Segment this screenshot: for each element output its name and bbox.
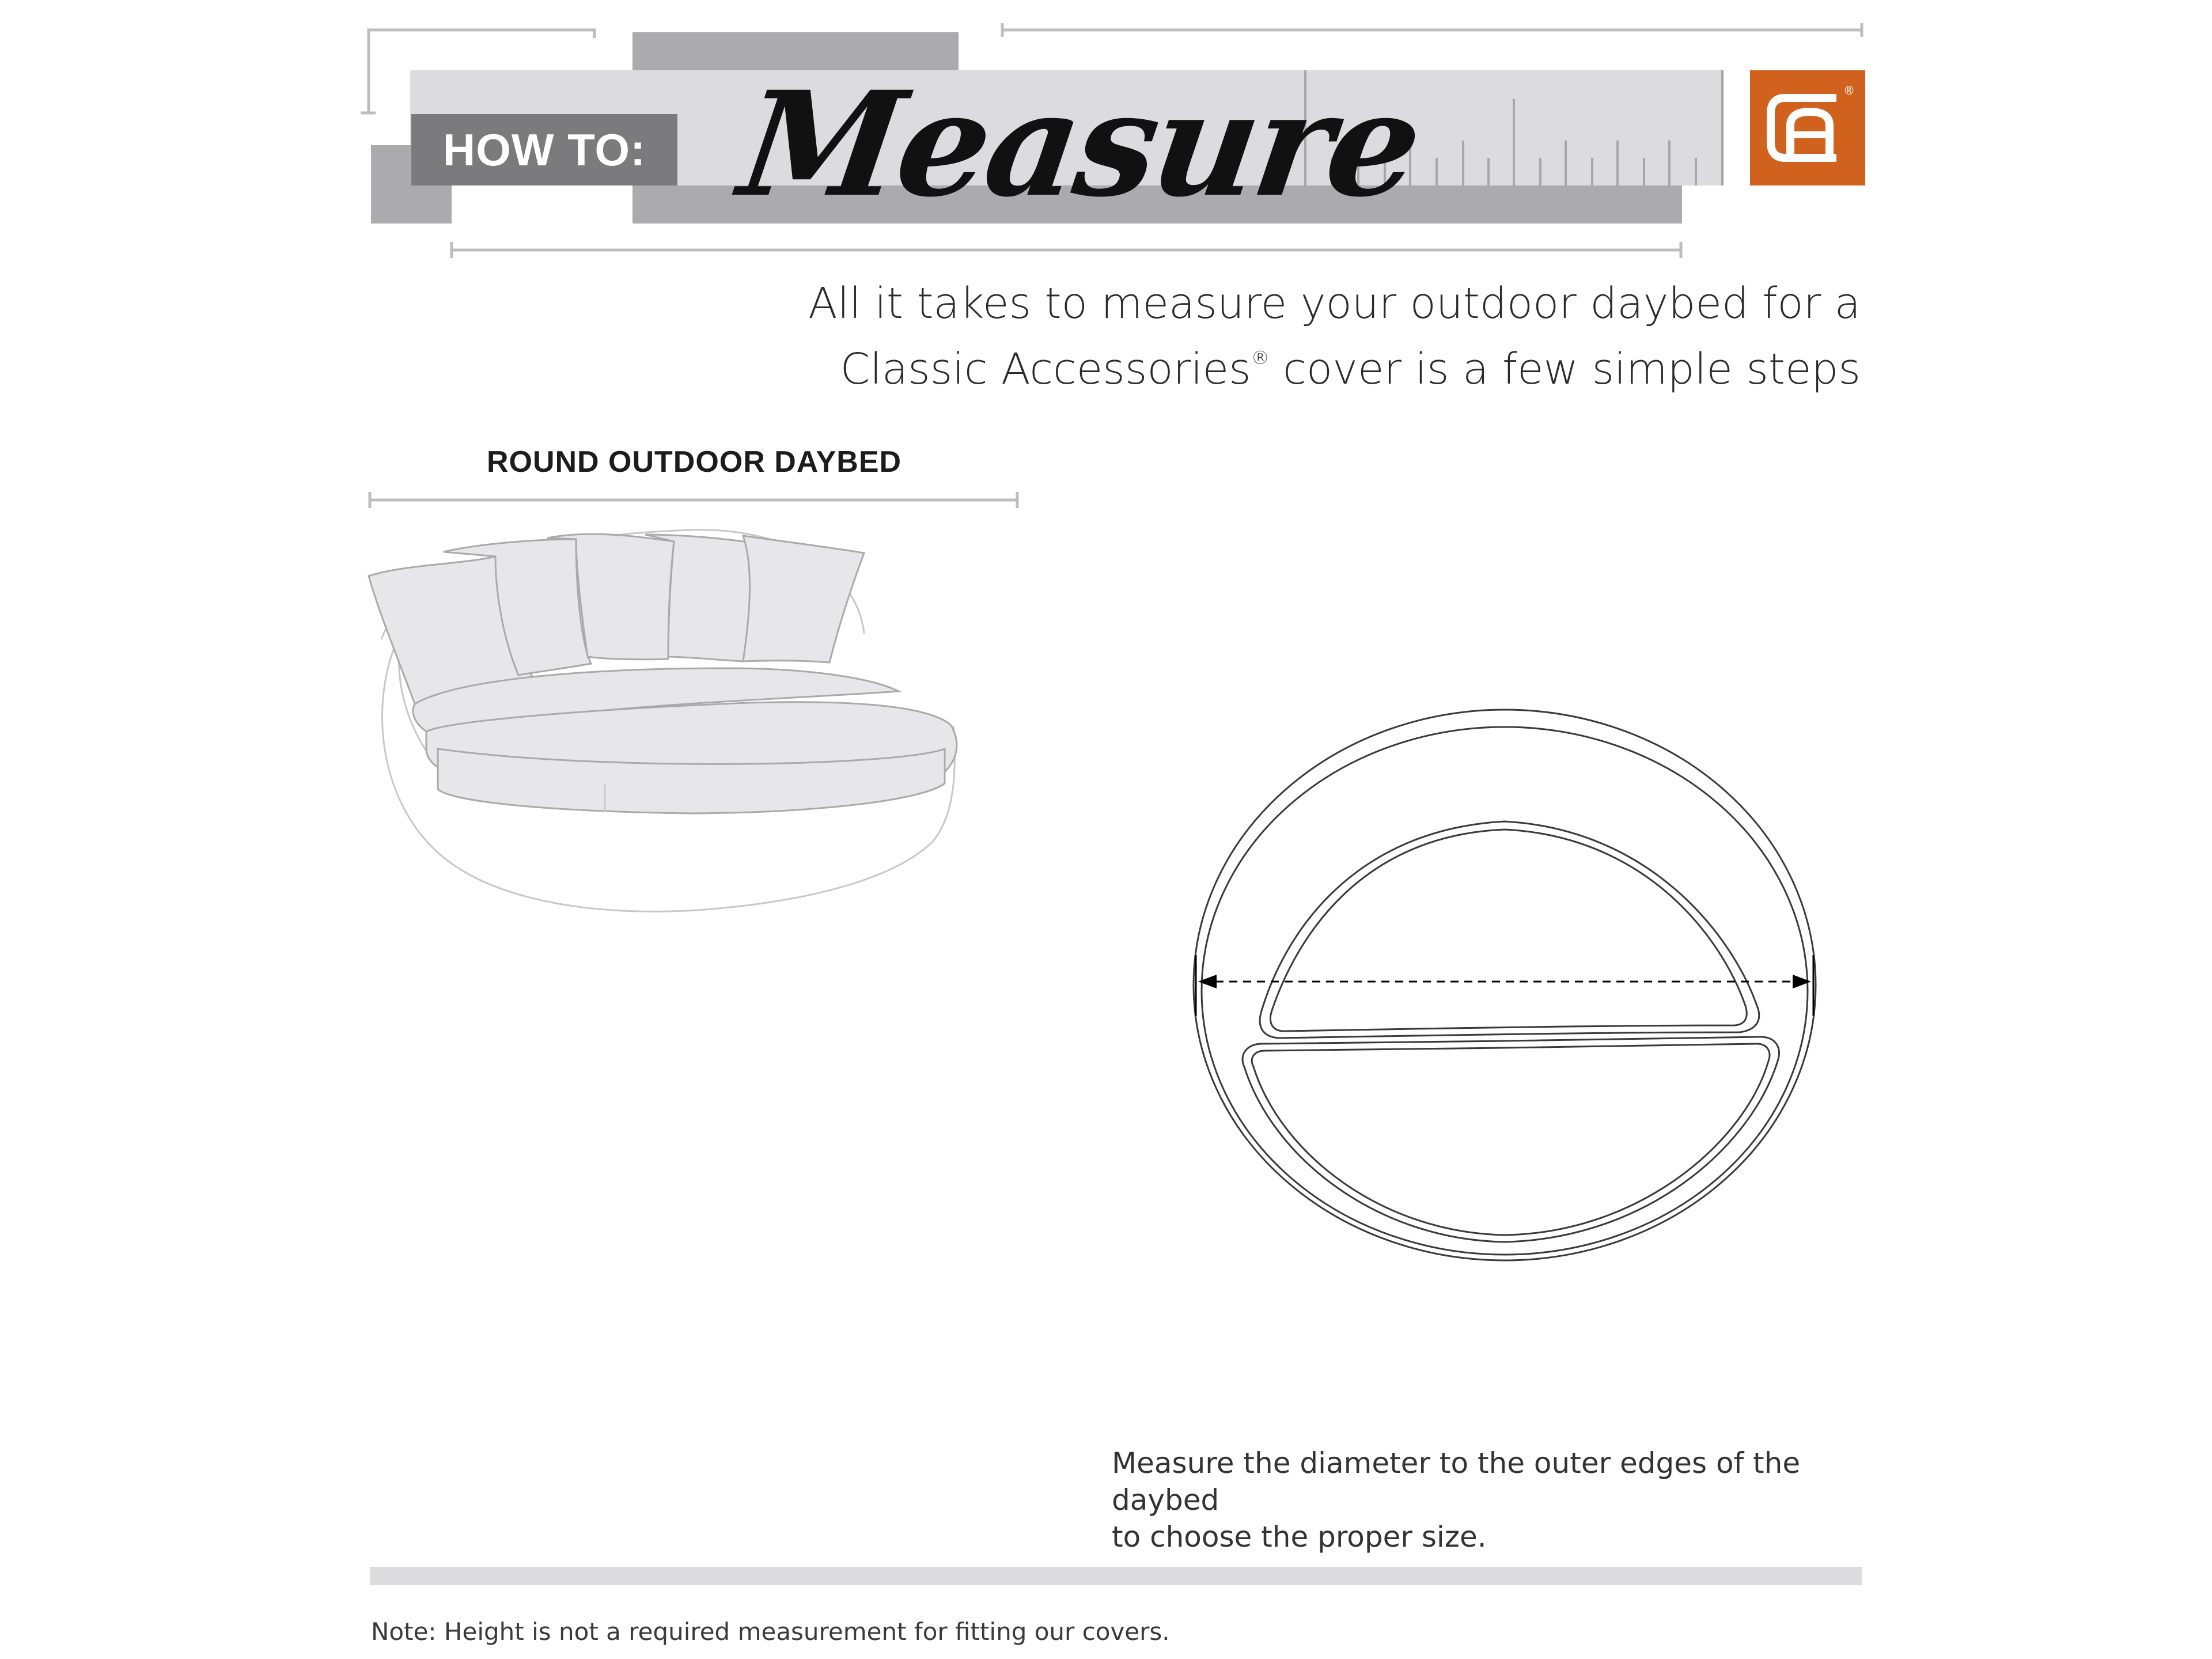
width-bracket <box>370 492 1017 508</box>
registered-mark: ® <box>1251 347 1270 369</box>
daybed-perspective-illustration <box>369 530 957 912</box>
instruction-line-2: to choose the proper size. <box>1112 1520 1487 1554</box>
brand-name: Classic Accessories <box>840 344 1251 394</box>
footer-note: Note: Height is not a required measurement for fitting our covers. <box>371 1618 1170 1646</box>
daybed-top-view-diagram <box>1194 710 1816 1260</box>
classic-accessories-logo-icon <box>1750 70 1865 185</box>
footer-divider <box>370 1567 1862 1585</box>
page-title: Measure <box>731 59 1429 229</box>
intro-line-1: All it takes to measure your outdoor daybed for a <box>808 279 1861 328</box>
howto-label: HOW TO: <box>411 114 677 185</box>
measure-instruction <box>1112 1445 1872 1555</box>
intro-line-2 <box>806 331 1861 396</box>
diameter-arrow-icon <box>1196 955 1813 1016</box>
instruction-line-1: Measure the diameter to the outer edges of the daybed <box>1112 1446 1801 1517</box>
intro-text <box>806 276 1861 396</box>
svg-text:®: ® <box>1843 84 1855 97</box>
section-title: ROUND OUTDOOR DAYBED <box>486 445 902 479</box>
intro-line-2-rest: cover is a few simple steps <box>1269 344 1861 394</box>
